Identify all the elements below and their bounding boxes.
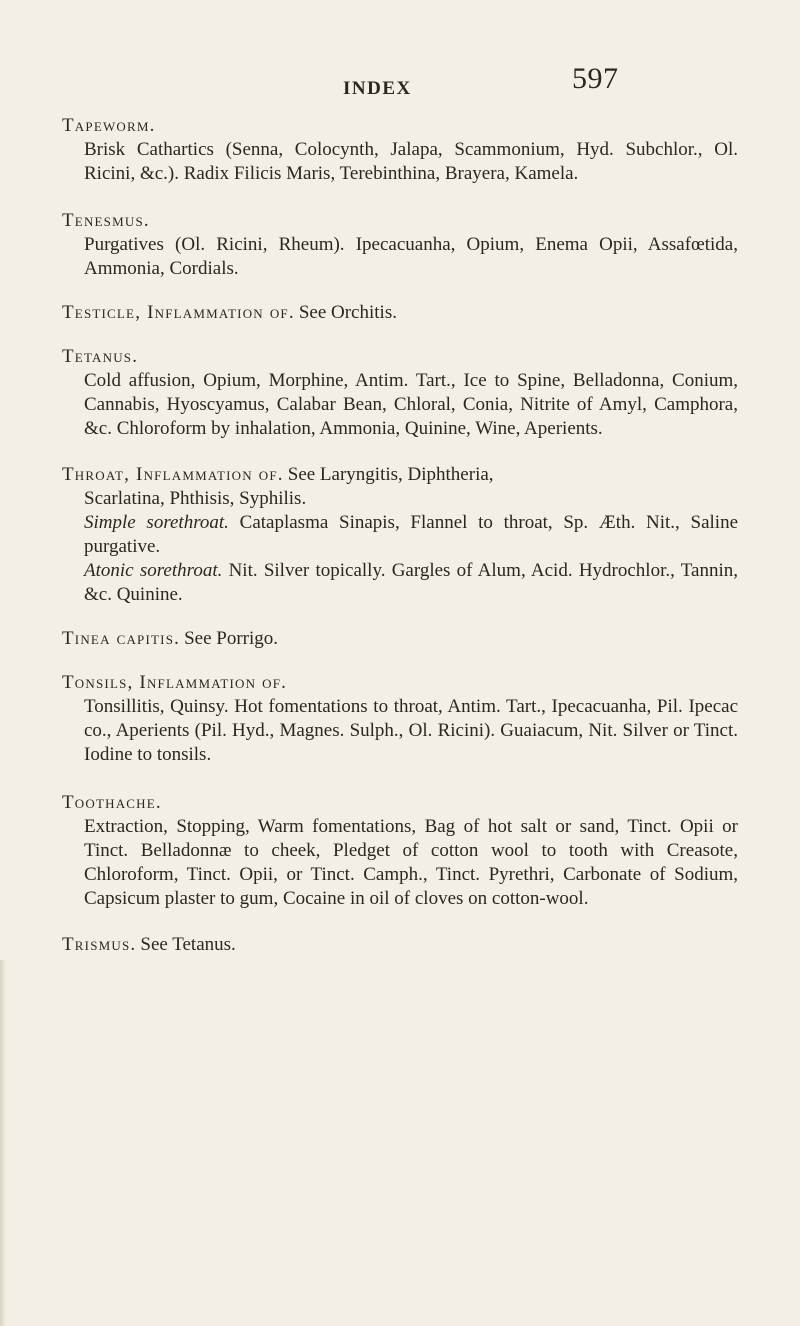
page-edge-shadow [0, 960, 6, 1326]
entry-text: Extraction, Stopping, Warm fomentations, Bag of hot salt or sand, Tinct. Opii or Tinct. Belladonnæ to cheek, Pledget of cotton wool to tooth with Creasote, Chloroform, Tinct. Opii, or Tinct. Camph., Tinct. Pyrethri, Carbonate of Sodium, Capsicum plaster to gum, Cocaine in oil of cloves on cotton-wool. [84, 816, 738, 909]
entry-body [62, 695, 738, 767]
entry-headword: Toothache. [62, 792, 162, 813]
subsection-label: Simple sorethroat. [84, 512, 229, 533]
index-entry-tetanus [62, 345, 738, 441]
subsection-label: Atonic sorethroat. [84, 560, 223, 581]
entry-body [62, 815, 738, 911]
entry-text: Cold affusion, Opium, Morphine, Antim. Tart., Ice to Spine, Belladonna, Conium, Cannabis, Hyoscyamus, Calabar Bean, Chloral, Conia, Nitrite of Amyl, Camphora, &c. Chloroform by inhalation, Ammonia, Quinine, Wine, Aperients. [84, 370, 738, 439]
entry-headword: Tonsils, Inflammation of. [62, 672, 288, 693]
entry-cross-reference: See Tetanus. [140, 934, 236, 955]
entry-body [62, 233, 738, 281]
entry-body [62, 138, 738, 186]
entry-body [62, 369, 738, 441]
index-entry-tinea [62, 627, 738, 651]
entry-headword: Testicle, Inflammation of. [62, 302, 295, 323]
entry-subsection-atonic [84, 559, 738, 607]
entry-headword: Tetanus. [62, 346, 139, 367]
running-head [0, 62, 800, 102]
index-entry-throat [62, 463, 738, 607]
index-entry-tapeworm [62, 114, 738, 186]
entry-cross-reference: See Orchitis. [298, 302, 397, 323]
index-entry-trismus [62, 933, 738, 957]
entry-headword: Tinea capitis. [62, 628, 181, 649]
index-entry-toothache [62, 791, 738, 911]
subsection-text: Cataplasma Sinapis, Flannel to throat, Sp. Æth. Nit., Saline purgative. [84, 512, 739, 557]
entry-body [62, 487, 738, 607]
entry-subsection-simple [84, 511, 738, 559]
entry-text: Brisk Cathartics (Senna, Colocynth, Jalapa, Scammonium, Hyd. Subchlor., Ol. Ricini, &c.). Radix Filicis Maris, Terebinthina, Brayera, Kamela. [84, 139, 738, 184]
running-title: INDEX [343, 78, 412, 99]
entry-cross-reference: See Laryngitis, Diphtheria, [287, 464, 494, 485]
entry-headword: Trismus. [62, 934, 137, 955]
page-number: 597 [572, 62, 619, 95]
index-entry-tenesmus [62, 209, 738, 281]
entry-headword: Tapeworm. [62, 115, 156, 136]
entry-text: Purgatives (Ol. Ricini, Rheum). Ipecacuanha, Opium, Enema Opii, Assafœtida, Ammonia, Cordials. [84, 234, 738, 279]
entry-cross-reference: See Porrigo. [184, 628, 279, 649]
index-content [62, 114, 738, 983]
index-entry-tonsils [62, 671, 738, 767]
subsection-text: Nit. Silver topically. Gargles of Alum, Acid. Hydrochlor., Tannin, &c. Quinine. [84, 560, 738, 605]
entry-text: Tonsillitis, Quinsy. Hot fomentations to throat, Antim. Tart., Ipecacuanha, Pil. Ipecac co., Aperients (Pil. Hyd., Magnes. Sulph., Ol. Ricini). Guaiacum, Nit. Silver or Tinct. Iodine to tonsils. [84, 696, 738, 765]
entry-text: Scarlatina, Phthisis, Syphilis. [84, 488, 307, 509]
entry-headword: Throat, Inflammation of. [62, 464, 284, 485]
index-entry-testicle [62, 301, 738, 325]
entry-headword: Tenesmus. [62, 210, 150, 231]
